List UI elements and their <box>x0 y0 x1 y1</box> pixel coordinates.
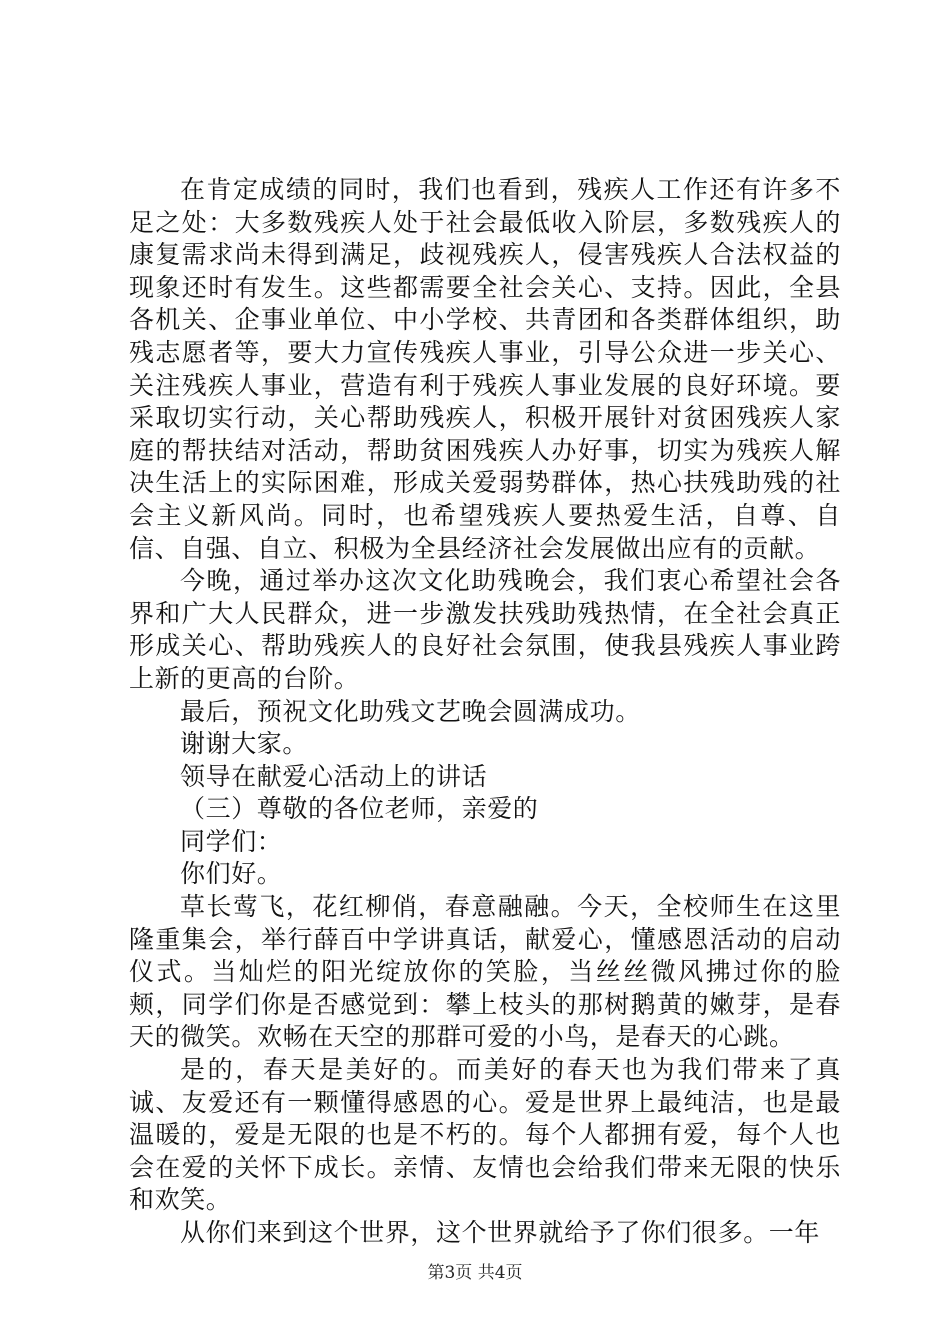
salutation-line-1: （三）尊敬的各位老师，亲爱的 <box>180 794 539 824</box>
document-body <box>129 174 841 1250</box>
section-title: 领导在献爱心活动上的讲话 <box>180 761 488 791</box>
page-footer <box>0 1262 950 1284</box>
greeting: 你们好。 <box>180 859 283 889</box>
paragraph-1: 在肯定成绩的同时，我们也看到，残疾人工作还有许多不足之处：大多数残疾人处于社会最低收入阶层，多数残疾人的康复需求尚未得到满足，歧视残疾人，侵害残疾人合法权益的现象还时有发生。这些都需要全社会关心、支持。因此，全县各机关、企事业单位、中小学校、共青团和各类群体组织，助残志愿者等，要大力宣传残疾人事业，引导公众进一步关心、关注残疾人事业，营造有利于残疾人事业发展的良好环境。要采取切实行动，关心帮助残疾人，积极开展针对贫困残疾人家庭的帮扶结对活动，帮助贫困残疾人办好事，切实为残疾人解决生活上的实际困难，形成关爱弱势群体，热心扶残助残的社会主义新风尚。同时，也希望残疾人要热爱生活，自尊、自信、自强、自立、积极为全县经济社会发展做出应有的贡献。 <box>129 175 841 563</box>
paragraph-10: 是的，春天是美好的。而美好的春天也为我们带来了真诚、友爱还有一颗懂得感恩的心。爱是世界上最纯洁，也是最温暖的，爱是无限的也是不朽的。每个人都拥有爱，每个人也会在爱的关怀下成长。亲情、友情也会给我们带来无限的快乐和欢笑。 <box>129 1055 841 1215</box>
paragraph-11: 从你们来到这个世界，这个世界就给予了你们很多。一年 <box>180 1218 821 1247</box>
paragraph-4: 谢谢大家。 <box>180 729 309 759</box>
paragraph-2: 今晚，通过举办这次文化助残晚会，我们衷心希望社会各界和广大人民群众，进一步激发扶残助残热情，在全社会真正形成关心、帮助残疾人的良好社会氛围，使我县残疾人事业跨上新的更高的台阶。 <box>129 566 841 693</box>
page-number-label: 第3页 共4页 <box>427 1263 523 1283</box>
paragraph-9: 草长莺飞，花红柳俏，春意融融。今天，全校师生在这里隆重集会，举行薛百中学讲真话，献爱心，懂感恩活动的启动仪式。当灿烂的阳光绽放你的笑脸，当丝丝微风拂过你的脸颊，同学们你是否感觉到：攀上枝头的那树鹅黄的嫩芽，是春天的微笑。欢畅在天空的那群可爱的小鸟，是春天的心跳。 <box>129 892 841 1052</box>
paragraph-3: 最后，预祝文化助残文艺晚会圆满成功。 <box>180 696 641 726</box>
salutation-line-2: 同学们： <box>180 826 283 856</box>
